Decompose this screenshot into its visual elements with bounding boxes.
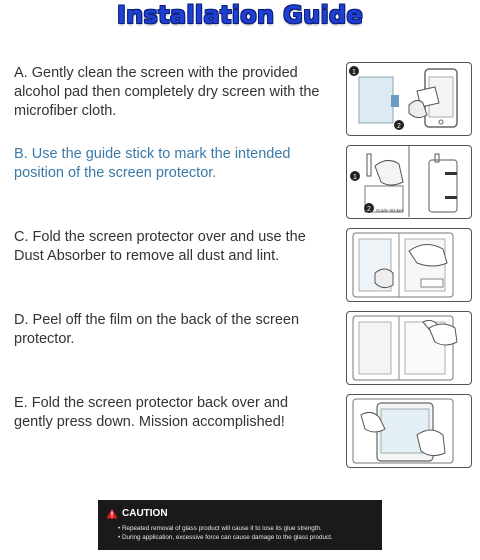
caution-box [98,500,382,550]
illustration-a-badge-1: 1 [352,69,356,76]
step-d-letter: D. [14,312,29,328]
step-a-letter: A. [14,65,28,81]
step-d [14,311,324,349]
step-c [14,228,324,266]
step-b [14,145,324,183]
step-d-text: Peel off the film on the back of the screen protector. [14,312,300,347]
illustration-a-badge-2: 2 [397,123,401,130]
guide-sticker-label: Guide Sticker [376,208,404,213]
caution-title: CAUTION [122,507,168,519]
illustration-b-badge-1: 1 [353,174,357,181]
illustration-c [346,228,472,302]
step-e-text: Fold the screen protector back over and gently press down. Mission accomplished! [14,395,289,430]
step-c-letter: C. [14,229,29,245]
illustration-e [346,394,472,468]
step-e-letter: E. [14,395,28,411]
caution-header [106,506,374,520]
illustration-b [346,145,472,219]
illustration-a [346,62,472,136]
step-e [14,394,324,432]
caution-line-1: • Repeated removal of glass product will cause it to lose its glue strength. [118,525,322,532]
caution-line-2: • During application, excessive force can cause damage to the glass product. [118,533,333,541]
step-a-text: Gently clean the screen with the provided alcohol pad then completely dry screen with the microfiber cloth. [14,65,320,119]
step-c-text: Fold the screen protector over and use the Dust Absorber to remove all dust and lint. [14,229,306,264]
illustration-b-badge-2: 2 [367,206,371,213]
step-b-letter: B. [14,146,28,162]
page-title: Installation Guide [116,1,364,29]
warning-icon [106,508,118,519]
step-b-text: Use the guide stick to mark the intended position of the screen protector. [14,146,291,181]
step-a [14,64,324,121]
illustration-d [346,311,472,385]
